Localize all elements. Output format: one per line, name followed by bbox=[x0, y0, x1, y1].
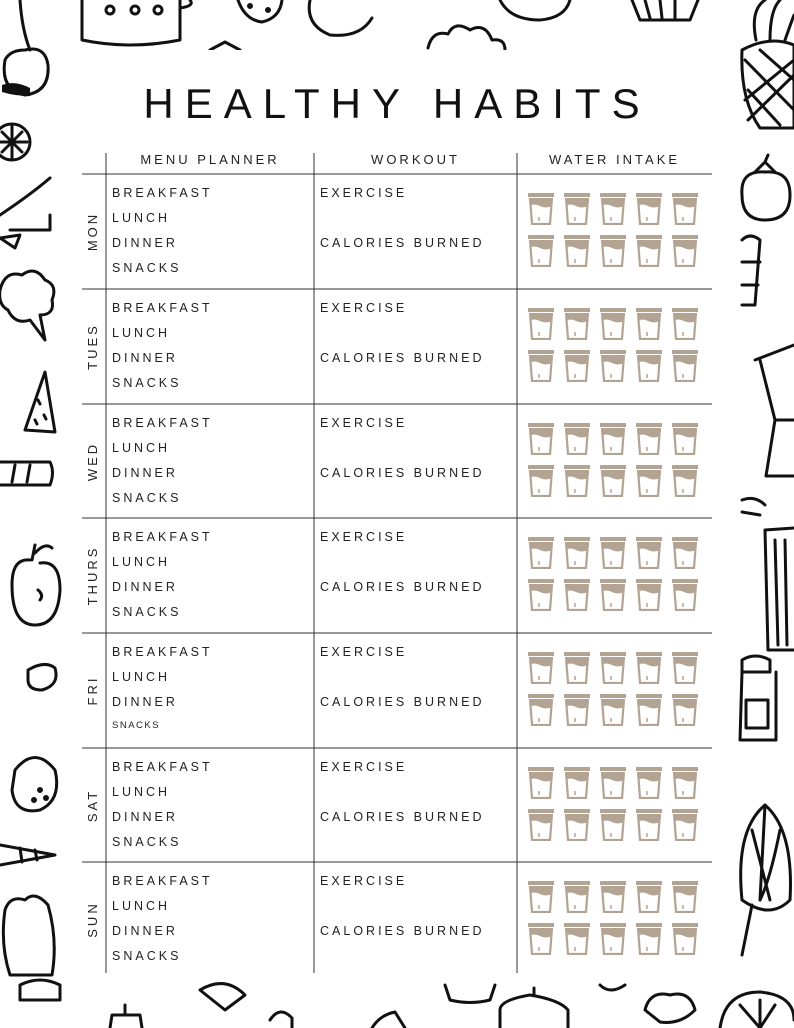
water-cup-icon[interactable] bbox=[528, 694, 554, 726]
calories-burned-field[interactable]: CALORIES BURNED bbox=[320, 924, 485, 938]
day-label: SAT bbox=[85, 788, 100, 823]
breakfast-field[interactable]: BREAKFAST bbox=[112, 416, 213, 430]
water-cup-icon[interactable] bbox=[636, 767, 662, 799]
exercise-field[interactable]: EXERCISE bbox=[320, 530, 408, 544]
breakfast-field[interactable]: BREAKFAST bbox=[112, 530, 213, 544]
water-cup-icon[interactable] bbox=[564, 350, 590, 382]
lunch-field[interactable]: LUNCH bbox=[112, 899, 171, 913]
dinner-field[interactable]: DINNER bbox=[112, 351, 178, 365]
calories-burned-field[interactable]: CALORIES BURNED bbox=[320, 351, 485, 365]
exercise-field[interactable]: EXERCISE bbox=[320, 186, 408, 200]
lunch-field[interactable]: LUNCH bbox=[112, 211, 171, 225]
snacks-field[interactable]: SNACKS bbox=[112, 261, 182, 275]
lunch-field[interactable]: LUNCH bbox=[112, 441, 171, 455]
water-cup-icon[interactable] bbox=[564, 465, 590, 497]
water-cup-icon[interactable] bbox=[672, 193, 698, 225]
water-cup-icon[interactable] bbox=[528, 652, 554, 684]
water-cup-icon[interactable] bbox=[636, 423, 662, 455]
water-cup-icon[interactable] bbox=[636, 881, 662, 913]
water-cup-icon[interactable] bbox=[600, 694, 626, 726]
water-cup-icon[interactable] bbox=[528, 579, 554, 611]
water-cup-icon[interactable] bbox=[600, 809, 626, 841]
water-cup-icon[interactable] bbox=[672, 652, 698, 684]
water-cup-icon[interactable] bbox=[564, 308, 590, 340]
water-cup-icon[interactable] bbox=[636, 465, 662, 497]
water-cup-icon[interactable] bbox=[672, 308, 698, 340]
breakfast-field[interactable]: BREAKFAST bbox=[112, 186, 213, 200]
water-cup-icon[interactable] bbox=[564, 193, 590, 225]
water-cup-icon[interactable] bbox=[672, 923, 698, 955]
day-label: MON bbox=[85, 211, 100, 252]
snacks-field[interactable]: SNACKS bbox=[112, 605, 182, 619]
dinner-field[interactable]: DINNER bbox=[112, 580, 178, 594]
day-label: SUN bbox=[85, 901, 100, 938]
water-cup-icon[interactable] bbox=[672, 235, 698, 267]
water-cup-icon[interactable] bbox=[528, 235, 554, 267]
water-cup-icon[interactable] bbox=[636, 308, 662, 340]
calories-burned-field[interactable]: CALORIES BURNED bbox=[320, 466, 485, 480]
water-cup-icon[interactable] bbox=[636, 809, 662, 841]
calories-burned-field[interactable]: CALORIES BURNED bbox=[320, 236, 485, 250]
day-label: WED bbox=[85, 441, 100, 482]
water-cup-icon[interactable] bbox=[636, 537, 662, 569]
water-cup-icon[interactable] bbox=[600, 350, 626, 382]
water-cup-icon[interactable] bbox=[600, 881, 626, 913]
water-cup-icon[interactable] bbox=[528, 537, 554, 569]
day-label: THURS bbox=[85, 545, 100, 606]
water-cup-icon[interactable] bbox=[564, 235, 590, 267]
water-cup-icon[interactable] bbox=[636, 235, 662, 267]
water-cup-icon[interactable] bbox=[672, 809, 698, 841]
calories-burned-field[interactable]: CALORIES BURNED bbox=[320, 695, 485, 709]
breakfast-field[interactable]: BREAKFAST bbox=[112, 645, 213, 659]
page-title: HEALTHY HABITS bbox=[143, 80, 651, 127]
water-cup-icon[interactable] bbox=[636, 652, 662, 684]
day-label: TUES bbox=[85, 323, 100, 370]
header-menu-planner: MENU PLANNER bbox=[140, 152, 280, 167]
water-cup-icon[interactable] bbox=[636, 923, 662, 955]
snacks-field[interactable]: SNACKS bbox=[112, 835, 182, 849]
lunch-field[interactable]: LUNCH bbox=[112, 326, 171, 340]
breakfast-field[interactable]: BREAKFAST bbox=[112, 760, 213, 774]
water-cup-icon[interactable] bbox=[564, 767, 590, 799]
water-cup-icon[interactable] bbox=[528, 767, 554, 799]
water-cup-icon[interactable] bbox=[564, 423, 590, 455]
water-cup-icon[interactable] bbox=[528, 465, 554, 497]
water-cup-icon[interactable] bbox=[636, 350, 662, 382]
water-cup-icon[interactable] bbox=[636, 579, 662, 611]
water-cup-icon[interactable] bbox=[672, 881, 698, 913]
water-cup-icon[interactable] bbox=[528, 923, 554, 955]
water-cup-icon[interactable] bbox=[672, 694, 698, 726]
exercise-field[interactable]: EXERCISE bbox=[320, 301, 408, 315]
water-cup-icon[interactable] bbox=[564, 881, 590, 913]
water-cup-icon[interactable] bbox=[636, 193, 662, 225]
water-cup-icon[interactable] bbox=[672, 465, 698, 497]
day-label: FRI bbox=[85, 675, 100, 706]
header-water-intake: WATER INTAKE bbox=[548, 152, 681, 167]
breakfast-field[interactable]: BREAKFAST bbox=[112, 874, 213, 888]
water-cup-icon[interactable] bbox=[672, 537, 698, 569]
water-cup-icon[interactable] bbox=[600, 537, 626, 569]
exercise-field[interactable]: EXERCISE bbox=[320, 416, 408, 430]
water-cup-icon[interactable] bbox=[600, 235, 626, 267]
water-cup-icon[interactable] bbox=[564, 809, 590, 841]
water-cup-icon[interactable] bbox=[600, 465, 626, 497]
water-cup-icon[interactable] bbox=[600, 652, 626, 684]
header-workout: WORKOUT bbox=[371, 152, 460, 167]
water-cup-icon[interactable] bbox=[600, 923, 626, 955]
water-cup-icon[interactable] bbox=[636, 694, 662, 726]
water-cup-icon[interactable] bbox=[600, 308, 626, 340]
water-cup-icon[interactable] bbox=[564, 694, 590, 726]
exercise-field[interactable]: EXERCISE bbox=[320, 760, 408, 774]
water-cup-icon[interactable] bbox=[564, 652, 590, 684]
water-cup-icon[interactable] bbox=[600, 579, 626, 611]
snacks-field[interactable]: SNACKS bbox=[112, 376, 182, 390]
water-cup-icon[interactable] bbox=[564, 537, 590, 569]
water-cup-icon[interactable] bbox=[672, 423, 698, 455]
water-cup-icon[interactable] bbox=[600, 767, 626, 799]
dinner-field[interactable]: DINNER bbox=[112, 466, 178, 480]
snacks-field[interactable]: SNACKS bbox=[112, 949, 182, 963]
dinner-field[interactable]: DINNER bbox=[112, 810, 178, 824]
snacks-field[interactable]: SNACKS bbox=[112, 720, 161, 731]
water-cup-icon[interactable] bbox=[528, 193, 554, 225]
water-cup-icon[interactable] bbox=[528, 308, 554, 340]
snacks-field[interactable]: SNACKS bbox=[112, 491, 182, 505]
exercise-field[interactable]: EXERCISE bbox=[320, 645, 408, 659]
dinner-field[interactable]: DINNER bbox=[112, 695, 178, 709]
water-cup-icon[interactable] bbox=[672, 579, 698, 611]
water-cup-icon[interactable] bbox=[672, 767, 698, 799]
water-cup-icon[interactable] bbox=[528, 423, 554, 455]
calories-burned-field[interactable]: CALORIES BURNED bbox=[320, 580, 485, 594]
water-cup-icon[interactable] bbox=[528, 350, 554, 382]
lunch-field[interactable]: LUNCH bbox=[112, 785, 171, 799]
water-cup-icon[interactable] bbox=[564, 579, 590, 611]
water-cup-icon[interactable] bbox=[672, 350, 698, 382]
water-cup-icon[interactable] bbox=[600, 193, 626, 225]
water-cup-icon[interactable] bbox=[564, 923, 590, 955]
water-cup-icon[interactable] bbox=[528, 881, 554, 913]
lunch-field[interactable]: LUNCH bbox=[112, 555, 171, 569]
breakfast-field[interactable]: BREAKFAST bbox=[112, 301, 213, 315]
exercise-field[interactable]: EXERCISE bbox=[320, 874, 408, 888]
dinner-field[interactable]: DINNER bbox=[112, 236, 178, 250]
water-cup-icon[interactable] bbox=[600, 423, 626, 455]
lunch-field[interactable]: LUNCH bbox=[112, 670, 171, 684]
water-cup-icon[interactable] bbox=[528, 809, 554, 841]
calories-burned-field[interactable]: CALORIES BURNED bbox=[320, 810, 485, 824]
dinner-field[interactable]: DINNER bbox=[112, 924, 178, 938]
